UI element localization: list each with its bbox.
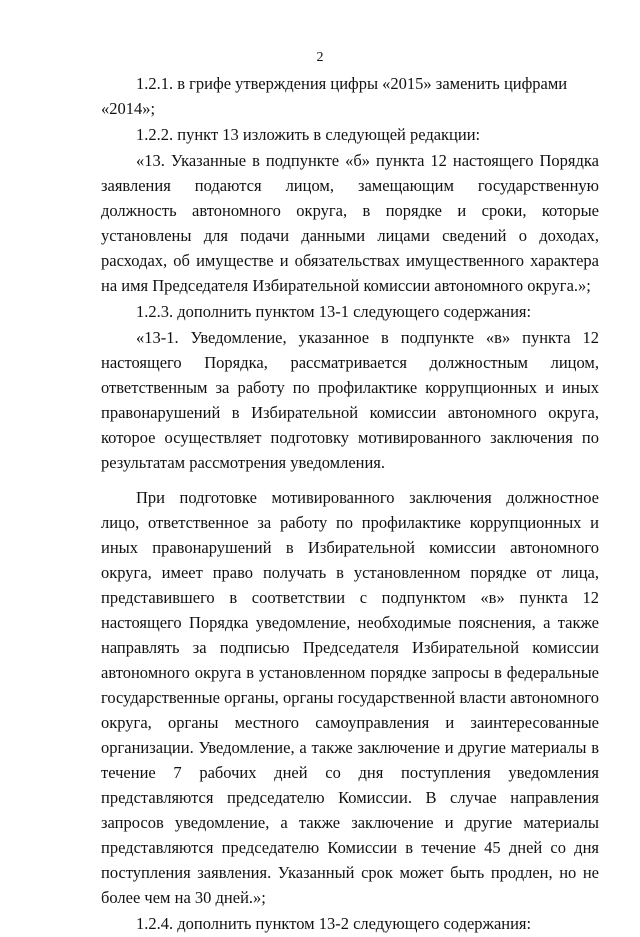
paragraph-1-2-3: 1.2.3. дополнить пунктом 13-1 следующего содержания: xyxy=(136,302,532,321)
paragraph-item-13-1: «13-1. Уведомление, указанное в подпункте «в» пункта 12 настоящего Порядка, рассматривается должностным лицом, ответственным за работу по профилактике коррупционных и иных правонарушений в Избирательной комиссии автономного округа, которое осуществляет подготовку мотивированного заключения по результатам рассмотрения уведомления. xyxy=(101,328,599,472)
paragraph-1-2-4: 1.2.4. дополнить пунктом 13-2 следующего содержания: xyxy=(136,914,532,933)
paragraph-1-2-2: 1.2.2. пункт 13 изложить в следующей редакции: xyxy=(136,125,481,144)
paragraph-item-13: «13. Указанные в подпункте «б» пункта 12 настоящего Порядка заявления подаются лицом, замещающим государственную должность автономного округа, в порядке и сроки, которые установлены для подачи данными лицами сведений о доходах, расходах, об имуществе и обязательствах имущественного характера на имя Председателя Избирательной комиссии автономного округа.»; xyxy=(101,151,599,295)
page-number: 2 xyxy=(316,50,324,65)
document-body xyxy=(101,71,599,937)
paragraph-motivated-conclusion: При подготовке мотивированного заключения должностное лицо, ответственное за работу по профилактике коррупционных и иных правонарушений в Избирательной комиссии автономного округа, имеет право получать в установленном порядке от лица, представившего в соответствии с подпунктом «в» пункта 12 настоящего Порядка уведомление, необходимые пояснения, а также направлять за подписью Председателя Избирательной комиссии автономного округа в установленном порядке запросы в федеральные государственные органы, органы государственной власти автономного округа, органы местного самоуправления и заинтересованные организации. Уведомление, а также заключение и другие материалы в течение 7 рабочих дней со дня поступления уведомления представляются председателю Комиссии. В случае направления запросов уведомление, а также заключение и другие материалы представляются председателю Комиссии в течение 45 дней со дня поступления заявления. Указанный срок может быть продлен, но не более чем на 30 дней.»; xyxy=(101,488,599,907)
paragraph-1-2-1: 1.2.1. в грифе утверждения цифры «2015» заменить цифрами «2014»; xyxy=(101,74,568,118)
